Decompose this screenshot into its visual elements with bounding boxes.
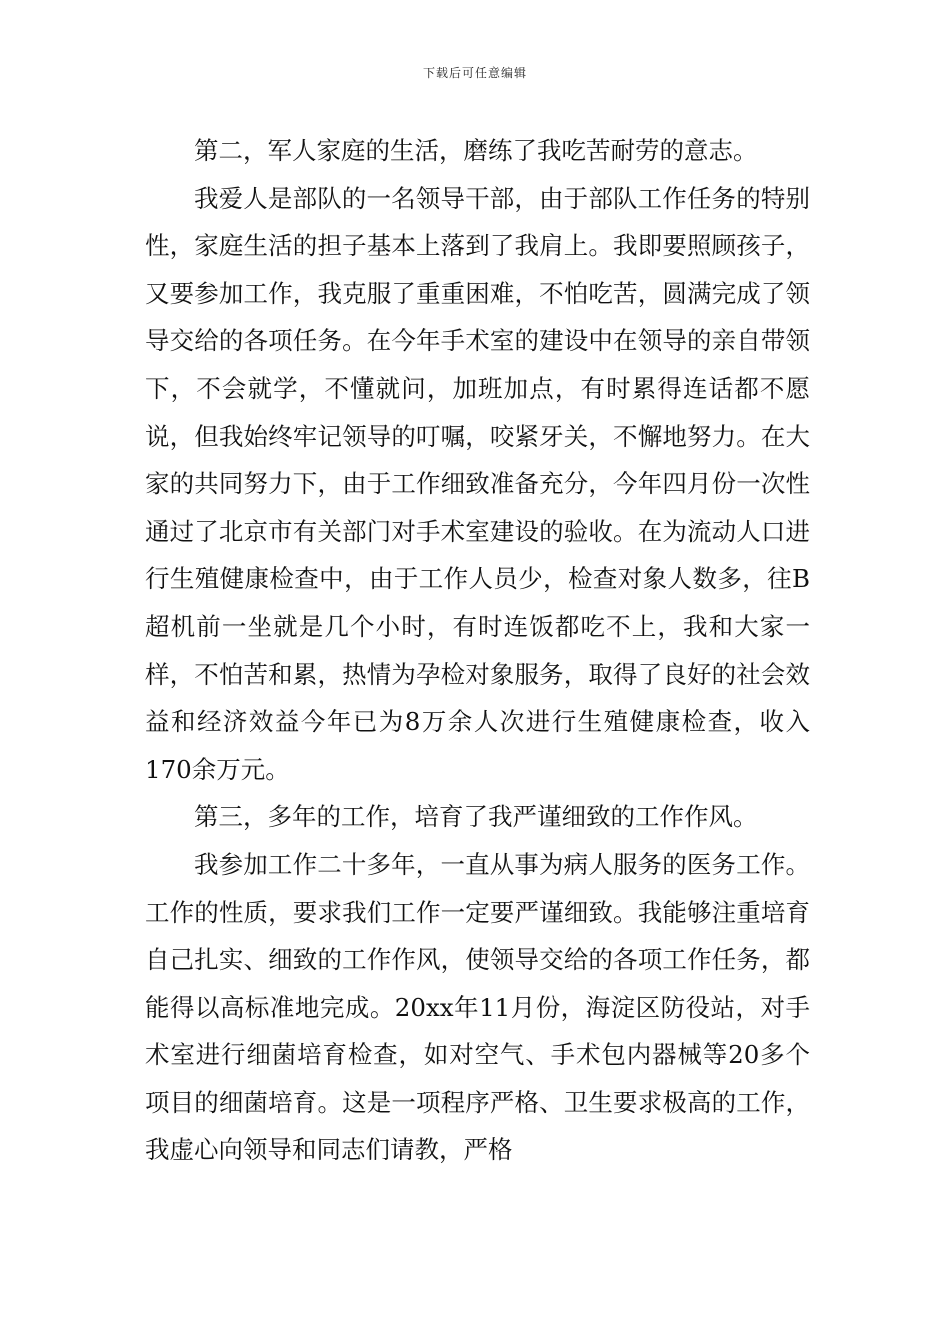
paragraph-family-life: 我爱人是部队的一名领导干部，由于部队工作任务的特别性，家庭生活的担子基本上落到了我肩上。我即要照顾孩子，又要参加工作，我克服了重重困难，不怕吃苦，圆满完成了领导交给的各项任务。在今年手术室的建设中在领导的亲自带领下，不会就学，不懂就问，加班加点，有时累得连话都不愿说，但我始终牢记领导的叮嘱，咬紧牙关，不懈地努力。在大家的共同努力下，由于工作细致准备充分，今年四月份一次性通过了北京市有关部门对手术室建设的验收。在为流动人口进行生殖健康检查中，由于工作人员少，检查对象人数多，往B超机前一坐就是几个小时，有时连饭都吃不上，我和大家一样，不怕苦和累，热情为孕检对象服务，取得了良好的社会效益和经济效益今年已为8万余人次进行生殖健康检查，收入170余万元。 xyxy=(145,183,810,784)
page-header: 下载后可任意编辑 xyxy=(422,66,527,80)
document-body xyxy=(145,127,810,1174)
paragraph-heading-third: 第三，多年的工作，培育了我严谨细致的工作作风。 xyxy=(194,802,758,832)
paragraph-heading-second: 第二，军人家庭的生活，磨练了我吃苦耐劳的意志。 xyxy=(194,136,758,165)
paragraph-work-style: 我参加工作二十多年，一直从事为病人服务的医务工作。工作的性质，要求我们工作一定要严谨细致。我能够注重培育自己扎实、细致的工作作风，使领导交给的各项工作任务，都能得以高标准地完成。20xx年11月份，海淀区防役站，对手术室进行细菌培育检查，如对空气、手术包内器械等20多个项目的细菌培育。这是一项程序严格、卫生要求极高的工作，我虚心向领导和同志们请教，严格 xyxy=(145,849,810,1165)
